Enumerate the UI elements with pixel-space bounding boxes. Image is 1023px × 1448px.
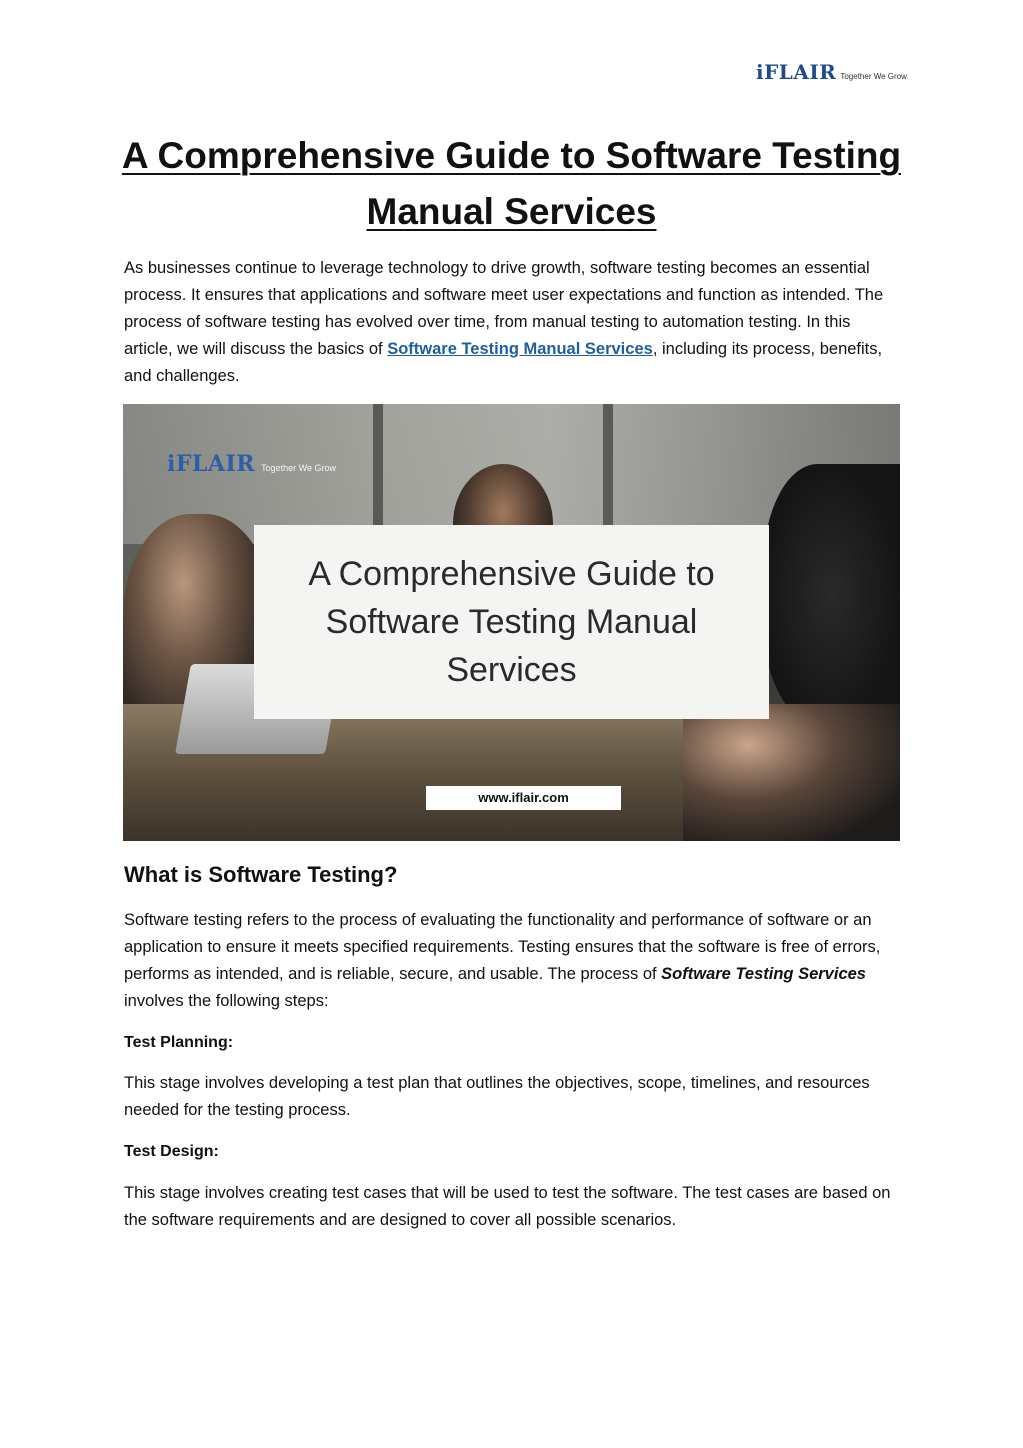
step-heading-test-planning: Test Planning: [124, 1034, 234, 1051]
hero-person [683, 704, 900, 841]
step-text-test-planning: This stage involves developing a test plan that outlines the objectives, scope, timelines, and resources needed for the testing process. [124, 1074, 870, 1119]
hero-logo [167, 451, 336, 477]
section-text-after: involves the following steps: [124, 992, 329, 1010]
hero-title-card [254, 525, 769, 719]
section-heading-what-is-testing: What is Software Testing? [124, 862, 398, 887]
software-testing-manual-services-link[interactable]: Software Testing Manual Services [387, 340, 653, 358]
software-testing-services-emphasis: Software Testing Services [661, 965, 866, 983]
hero-url-label: www.iflair.com [426, 786, 621, 810]
hero-title-text: A Comprehensive Guide to Software Testing Manual Services [308, 555, 715, 689]
page-title [100, 128, 923, 240]
hero-image [123, 404, 900, 841]
step-heading-test-design: Test Design: [124, 1143, 219, 1160]
hero-logo-tagline: Together We Grow [261, 463, 336, 473]
hero-chair [763, 464, 900, 724]
section-text-before: Software testing refers to the process of evaluating the functionality and performance of software or an application to ensure it meets specified requirements. Testing ensures that the software is free of errors, performs as intended, and is reliable, secure, and usable. The process of [124, 911, 881, 983]
hero-logo-word: iFLAIR [167, 451, 256, 477]
intro-text-after: , including its process, benefits, and challenges. [124, 340, 883, 385]
section-paragraph [124, 907, 894, 1015]
brand-logo [756, 60, 907, 84]
intro-text-before: As businesses continue to leverage technology to drive growth, software testing becomes an essential process. It ensures that applications and software meet user expectations and function as intended. The process of software testing has evolved over time, from manual testing to automation testing. In this article, we will discuss the basics of [124, 259, 884, 358]
brand-logo-word: iFLAIR [756, 60, 837, 84]
step-text-test-design: This stage involves creating test cases that will be used to test the software. The test cases are based on the software requirements and are designed to cover all possible scenarios. [124, 1184, 891, 1229]
brand-logo-tagline: Together We Grow [840, 72, 907, 81]
intro-paragraph [124, 255, 894, 390]
page-title-text: A Comprehensive Guide to Software Testing Manual Services [121, 135, 902, 232]
